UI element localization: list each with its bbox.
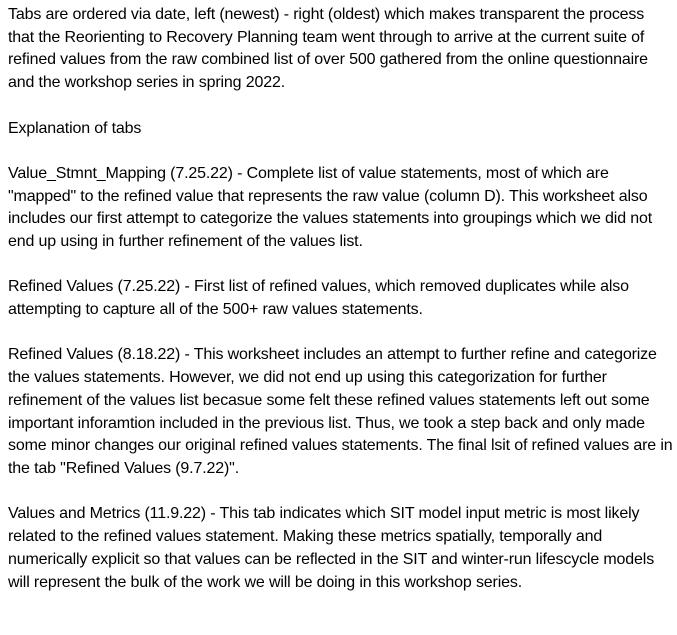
tab-description-refined-values-8-18: Refined Values (8.18.22) - This worksheet includes an attempt to further refine and categorize the values statements. However, we did not end up using this categorization for further refinement of the values list becasue some felt these refined values statements left out some important inforamtion included in the previous list. Thus, we took a step back and only made some minor changes our original refined values statements. The final lsit of refined values are in the tab "Refined Values (9.7.22)".: [8, 346, 673, 477]
tab-description-value-stmnt-mapping: Value_Stmnt_Mapping (7.25.22) - Complete list of value statements, most of which are "mapped" to the refined value that represents the raw value (column D). This worksheet also includes our first attempt to categorize the values statements into groupings which we did not end up using in further refinement of the values list.: [8, 164, 653, 250]
section-heading-explanation: Explanation of tabs: [8, 119, 142, 137]
intro-paragraph: Tabs are ordered via date, left (newest) - right (oldest) which makes transparent the process that the Reorienting to Recovery Planning team went through to arrive at the current suite of refined values from the raw combined list of over 500 gathered from the online questionnaire and the workshop series in spring 2022.: [8, 6, 648, 92]
tab-description-refined-values-7-25: Refined Values (7.25.22) - First list of refined values, which removed duplicates while also attempting to capture all of the 500+ raw values statements.: [8, 278, 629, 319]
tab-description-values-and-metrics: Values and Metrics (11.9.22) - This tab indicates which SIT model input metric is most likely related to the refined values statement. Making these metrics spatially, temporally and numerically explicit so that values can be reflected in the SIT and winter-run lifescycle models will represent the bulk of the work we will be doing in this workshop series.: [8, 505, 655, 591]
